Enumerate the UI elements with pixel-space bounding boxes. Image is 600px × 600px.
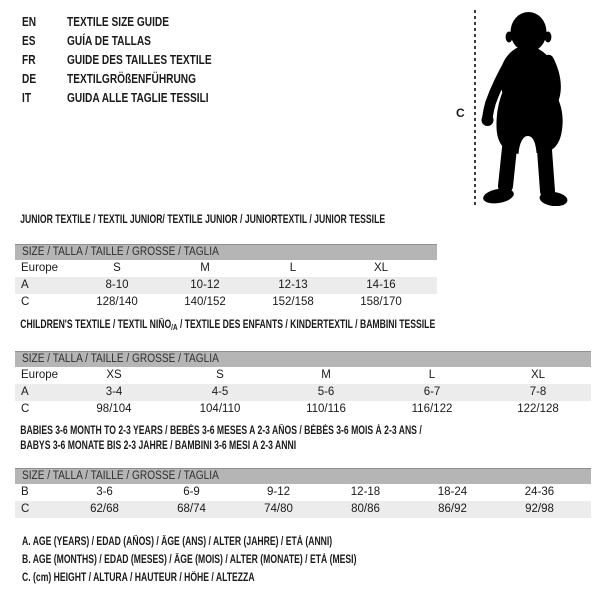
language-code: IT bbox=[22, 90, 32, 105]
language-title: GUIDA ALLE TAGLIE TESSILI bbox=[67, 90, 209, 105]
table-cell: 68/74 bbox=[177, 503, 206, 515]
table-cell: 62/68 bbox=[90, 503, 119, 515]
row-label: Europe bbox=[21, 369, 59, 381]
footnote-b: B. AGE (MONTHS) / EDAD (MESES) / ÂGE (MOIS) / ALTER (MONATE) / ETÀ (MESI) bbox=[22, 554, 357, 566]
table-cell: 18-24 bbox=[437, 486, 468, 498]
row-label: A bbox=[21, 279, 29, 291]
language-title: GUIDE DES TAILLES TEXTILE bbox=[67, 52, 212, 67]
table-cell: 122/128 bbox=[517, 403, 559, 415]
row-label: C bbox=[21, 296, 30, 308]
row-label: C bbox=[21, 403, 30, 415]
table-row-europe bbox=[15, 260, 437, 277]
table-cell: 6-7 bbox=[423, 386, 441, 398]
table-cell: M bbox=[321, 369, 331, 381]
size-header-bar bbox=[15, 468, 591, 484]
children-section-title: CHILDREN'S TEXTILE / TEXTIL NIÑO/A / TEXTILE DES ENFANTS / KINDERTEXTIL / BAMBINI TESSILE bbox=[20, 319, 436, 332]
table-row-a bbox=[15, 384, 591, 401]
table-cell: 10-12 bbox=[190, 279, 220, 291]
language-code: DE bbox=[22, 71, 37, 86]
junior-section bbox=[15, 213, 437, 311]
table-cell: 12-18 bbox=[350, 486, 381, 498]
table-cell: 14-16 bbox=[366, 279, 396, 291]
language-header bbox=[22, 12, 252, 107]
table-cell: 86/92 bbox=[438, 503, 467, 515]
junior-section-title: JUNIOR TEXTILE / TEXTIL JUNIOR/ TEXTILE JUNIOR / JUNIORTEXTIL / JUNIOR TESSILE bbox=[20, 214, 386, 226]
table-row-b bbox=[15, 484, 591, 501]
children-section bbox=[15, 318, 591, 418]
babies-size-table bbox=[15, 468, 591, 518]
table-cell: 128/140 bbox=[96, 296, 138, 308]
table-cell: L bbox=[428, 369, 436, 381]
language-row bbox=[22, 12, 252, 31]
table-cell: 4-5 bbox=[211, 386, 229, 398]
table-cell: 158/170 bbox=[360, 296, 402, 308]
junior-size-table bbox=[15, 244, 437, 311]
title-subscript: /A bbox=[171, 322, 178, 332]
table-row-c bbox=[15, 401, 591, 418]
language-title: TEXTILGRÖßENFÜHRUNG bbox=[67, 71, 197, 86]
height-reference-dashed-line bbox=[474, 10, 476, 207]
table-row-a bbox=[15, 277, 437, 294]
table-cell: 116/122 bbox=[411, 403, 453, 415]
babies-section bbox=[15, 424, 591, 518]
table-cell: 92/98 bbox=[525, 503, 554, 515]
row-label: A bbox=[21, 386, 29, 398]
size-header-label: SIZE / TALLA / TAILLE / GRÖSSE / TAGLIA bbox=[22, 246, 219, 258]
table-cell: L bbox=[289, 262, 297, 274]
table-cell: 74/80 bbox=[264, 503, 293, 515]
children-size-table bbox=[15, 351, 591, 418]
table-cell: 98/104 bbox=[96, 403, 132, 415]
language-code: EN bbox=[22, 14, 37, 29]
babies-section-title-line2: BABYS 3-6 MONATE BIS 2-3 JAHRE / BAMBINI 3-6 MESI A 2-3 ANNI bbox=[20, 440, 297, 452]
table-row-c bbox=[15, 294, 437, 311]
footnote-c: C. (cm) HEIGHT / ALTURA / HAUTEUR / HÖHE / ALTEZZA bbox=[22, 572, 255, 584]
language-title: TEXTILE SIZE GUIDE bbox=[67, 14, 169, 29]
table-row-europe bbox=[15, 367, 591, 384]
table-cell: 152/158 bbox=[272, 296, 314, 308]
size-header-bar bbox=[15, 244, 437, 260]
babies-section-title-line1: BABIES 3-6 MONTH TO 2-3 YEARS / BEBÉS 3-6 MESES A 2-3 AÑOS / BÉBÉS 3-6 MOIS À 2-3 ANS / bbox=[20, 425, 422, 437]
table-cell: 6-9 bbox=[183, 486, 200, 498]
table-cell: 7-8 bbox=[529, 386, 547, 398]
table-cell: S bbox=[113, 262, 121, 274]
language-title: GUÍA DE TALLAS bbox=[67, 33, 151, 48]
table-cell: 5-6 bbox=[317, 386, 335, 398]
row-label: B bbox=[21, 486, 29, 498]
table-cell: XS bbox=[106, 369, 122, 381]
row-label: C bbox=[21, 503, 30, 515]
table-cell: 104/110 bbox=[199, 403, 241, 415]
language-code: ES bbox=[22, 33, 36, 48]
table-cell: 3-6 bbox=[96, 486, 113, 498]
language-row bbox=[22, 50, 252, 69]
size-header-label: SIZE / TALLA / TAILLE / GRÖSSE / TAGLIA bbox=[22, 353, 219, 365]
table-cell: 9-12 bbox=[266, 486, 291, 498]
table-cell: 12-13 bbox=[278, 279, 308, 291]
table-cell: M bbox=[200, 262, 210, 274]
table-cell: 3-4 bbox=[105, 386, 123, 398]
table-row-c bbox=[15, 501, 591, 518]
language-code: FR bbox=[22, 52, 36, 67]
language-row bbox=[22, 88, 252, 107]
height-label-c: C bbox=[456, 106, 465, 120]
table-cell: 8-10 bbox=[105, 279, 129, 291]
row-label: Europe bbox=[21, 262, 59, 274]
footnote-a: A. AGE (YEARS) / EDAD (AÑOS) / ÂGE (ANS) / ALTER (JAHRE) / ETÀ (ANNI) bbox=[22, 536, 333, 548]
language-row bbox=[22, 69, 252, 88]
table-cell: 140/152 bbox=[184, 296, 226, 308]
table-cell: 80/86 bbox=[351, 503, 380, 515]
size-header-bar bbox=[15, 351, 591, 367]
language-row bbox=[22, 31, 252, 50]
toddler-silhouette-icon bbox=[479, 8, 575, 211]
table-cell: 110/116 bbox=[306, 403, 346, 415]
size-header-label: SIZE / TALLA / TAILLE / GRÖSSE / TAGLIA bbox=[22, 470, 219, 482]
table-cell: XL bbox=[373, 262, 389, 274]
footnotes bbox=[22, 533, 468, 587]
table-cell: 24-36 bbox=[524, 486, 555, 498]
table-cell: XL bbox=[530, 369, 546, 381]
table-cell: S bbox=[216, 369, 224, 381]
